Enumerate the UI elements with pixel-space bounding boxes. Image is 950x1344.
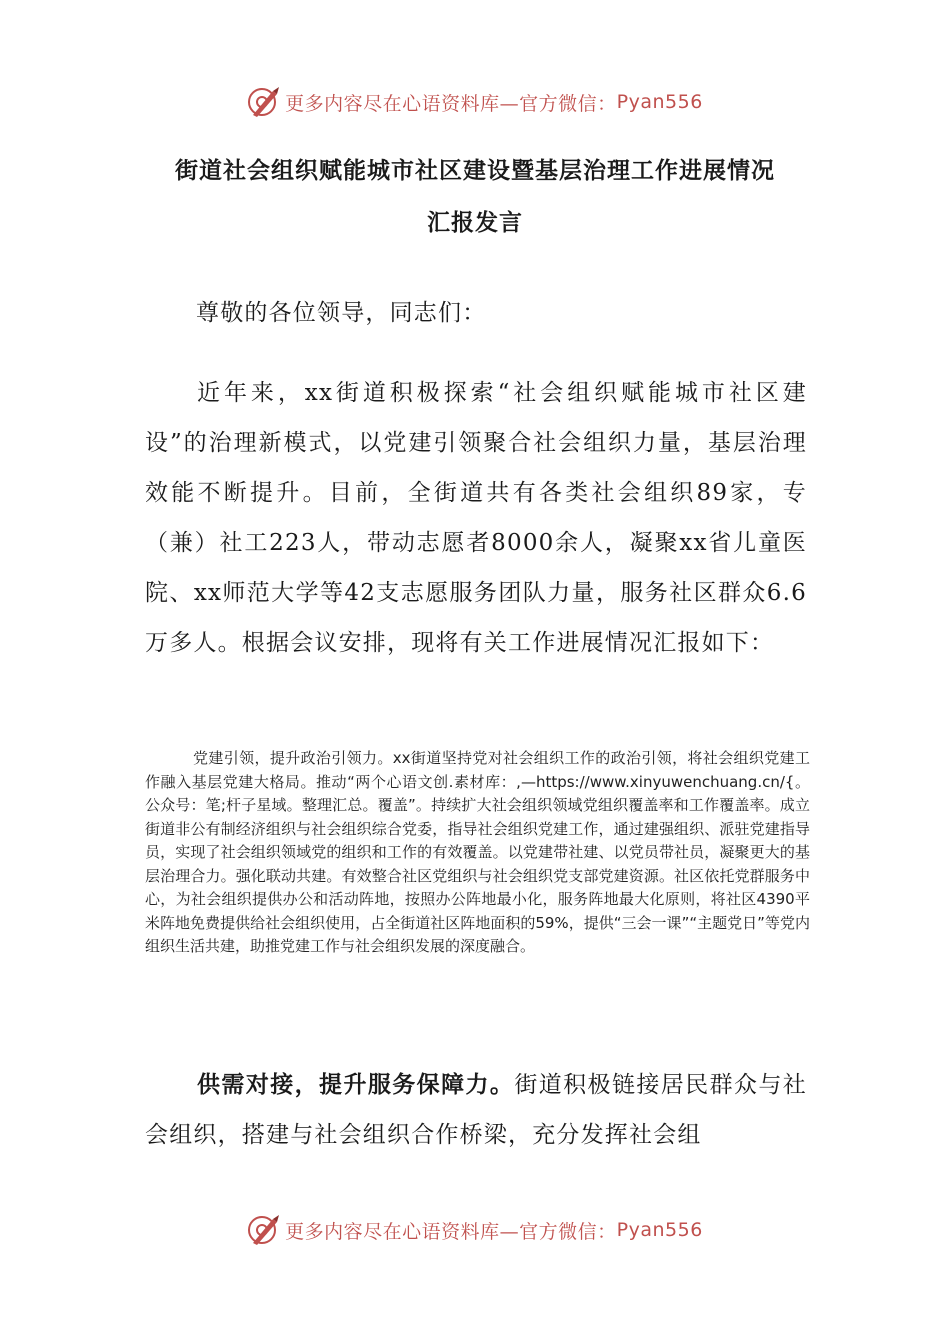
section2-body: 街道积极链接居民群众与社会组织，搭建与社会组织合作桥梁，充分发挥社会组 <box>145 1072 807 1148</box>
footer-banner <box>0 1210 950 1250</box>
footer-banner-text: 更多内容尽在心语资料库—官方微信： <box>285 1220 617 1243</box>
page-title-line1: 街道社会组织赋能城市社区建设暨基层治理工作进展情况 <box>175 157 775 184</box>
quill-logo-icon <box>247 1213 281 1247</box>
section2-lead: 供需对接，提升服务保障力。 <box>197 1071 515 1098</box>
footer-banner-wechat-id: Pyan556 <box>616 1219 703 1241</box>
section1-paragraph: 党建引领，提升政治引领力。xx街道坚持党对社会组织工作的政治引领，将社会组织党建工作融入基层党建大格局。推动“两个心语文创.素材库：,—https://www.xinyuwenchuang.cn/{。公众号：笔;杆子星域。整理汇总。覆盖”。持续扩大社会组织领域党组织覆盖率和工作覆盖率。成立街道非公有制经济组织与社会组织综合党委，指导社会组织党建工作，通过建强组织、派驻党建指导员，实现了社会组织领域党的组织和工作的有效覆盖。以党建带社建、以党员带社员，凝聚更大的基层治理合力。强化联动共建。有效整合社区党组织与社会组织党支部党建资源。社区依托党群服务中心，为社会组织提供办公和活动阵地，按照办公阵地最小化，服务阵地最大化原则，将社区4390平米阵地免费提供给社会组织使用，占全街道社区阵地面积的59%，提供“三会一课”“主题党日”等党内组织生活共建，助推党建工作与社会组织发展的深度融合。 <box>145 749 810 955</box>
greeting: 尊敬的各位领导，同志们： <box>196 300 487 326</box>
header-banner <box>0 82 950 122</box>
section2-paragraph <box>145 1060 807 1160</box>
quill-logo-icon <box>247 85 281 119</box>
banner-wechat-id: Pyan556 <box>616 91 703 113</box>
intro-paragraph: 近年来，xx街道积极探索“社会组织赋能城市社区建设”的治理新模式，以党建引领聚合社会组织力量，基层治理效能不断提升。目前，全街道共有各类社会组织89家，专（兼）社工223人，带动志愿者8000余人，凝聚xx省儿童医院、xx师范大学等42支志愿服务团队力量，服务社区群众6.6万多人。根据会议安排，现将有关工作进展情况汇报如下： <box>145 380 807 656</box>
banner-text: 更多内容尽在心语资料库—官方微信： <box>285 92 617 115</box>
page-title-line2: 汇报发言 <box>427 209 523 236</box>
